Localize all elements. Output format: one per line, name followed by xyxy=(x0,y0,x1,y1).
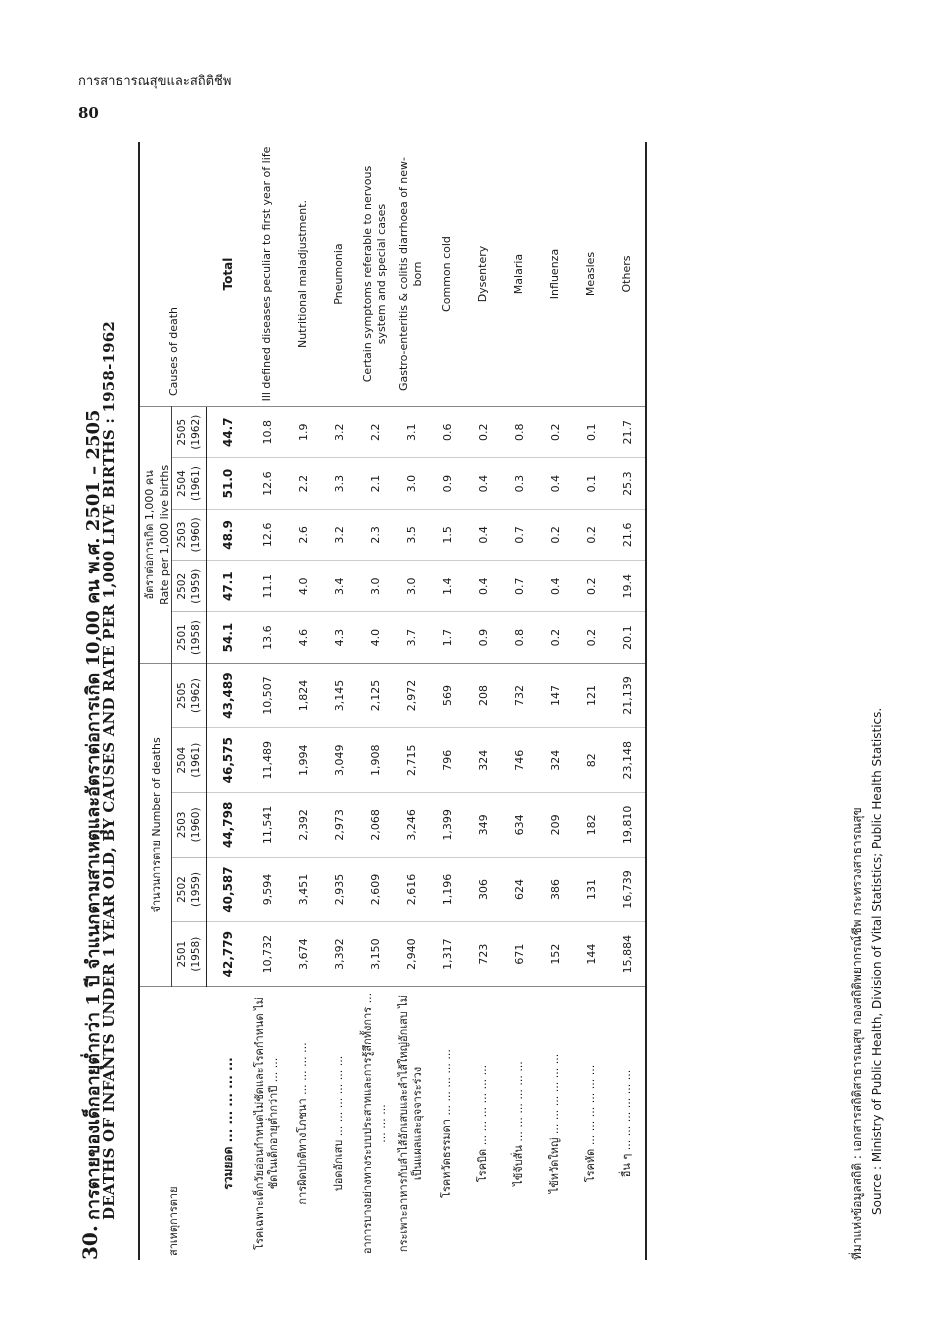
rate-cell: 0.2 xyxy=(573,612,609,663)
year-ce: (1959) xyxy=(190,568,202,604)
year-be: 2502 xyxy=(176,876,188,903)
cause-thai: รวมยอด ... ... ... ... ... xyxy=(220,1057,235,1190)
table-row xyxy=(429,142,465,1260)
rate-cell: 51.0 xyxy=(207,458,250,509)
source-thai: ที่มาแห่งข้อมูลสถิติ : เอกสารสถิติสาธารณสุข กองสถิติพยากรณ์ชีพ กระทรวงสาธารณสุข xyxy=(850,807,864,1260)
header-rate-thai: อัตราต่อการเกิด 1,000 คน xyxy=(143,470,156,600)
cause-english: Total xyxy=(207,142,250,407)
deaths-cell: 569 xyxy=(429,663,465,728)
deaths-cell: 306 xyxy=(465,857,501,922)
rate-cell: 0.9 xyxy=(429,458,465,509)
rate-year-0 xyxy=(172,612,207,663)
table-row xyxy=(573,142,609,1260)
deaths-cell: 796 xyxy=(429,728,465,793)
deaths-cell: 349 xyxy=(465,793,501,858)
rate-cell: 12.6 xyxy=(249,458,285,509)
source-english: Source : Ministry of Public Health, Division of Vital Statistics; Public Health Statistics. xyxy=(870,707,884,1215)
year-ce: (1958) xyxy=(190,620,202,656)
year-be: 2501 xyxy=(176,624,188,651)
rate-cell: 0.2 xyxy=(573,509,609,560)
deaths-cell: 3,246 xyxy=(393,793,429,858)
year-be: 2501 xyxy=(176,940,188,968)
deaths-cell: 11,541 xyxy=(249,793,285,858)
deaths-year-4 xyxy=(172,663,207,728)
page-number: 80 xyxy=(78,104,99,122)
cause-thai: ไข้จับสั่น ... ... ... ... ... ... xyxy=(512,1061,525,1186)
rate-cell: 12.6 xyxy=(249,509,285,560)
rate-cell: 0.8 xyxy=(501,612,537,663)
rate-cell: 3.5 xyxy=(393,509,429,560)
rate-cell: 0.4 xyxy=(465,509,501,560)
year-ce: (1962) xyxy=(190,414,202,450)
rate-cell: 1.5 xyxy=(429,509,465,560)
rate-cell: 20.1 xyxy=(609,612,646,663)
cause-english: Measles xyxy=(573,142,609,407)
deaths-cell: 2,392 xyxy=(285,793,321,858)
deaths-cell: 3,150 xyxy=(357,922,393,987)
cause-english: Common cold xyxy=(429,142,465,407)
deaths-cell: 324 xyxy=(465,728,501,793)
deaths-cell: 1,317 xyxy=(429,922,465,987)
year-ce: (1961) xyxy=(190,742,202,778)
deaths-year-0 xyxy=(172,922,207,987)
deaths-cell: 16,739 xyxy=(609,857,646,922)
deaths-cell: 40,587 xyxy=(207,857,250,922)
table-row xyxy=(321,142,357,1260)
rate-year-4 xyxy=(172,407,207,458)
rate-cell: 0.4 xyxy=(537,561,573,612)
deaths-cell: 10,732 xyxy=(249,922,285,987)
deaths-cell: 2,935 xyxy=(321,857,357,922)
deaths-cell: 2,125 xyxy=(357,663,393,728)
deaths-year-1 xyxy=(172,857,207,922)
rate-cell: 3.0 xyxy=(393,561,429,612)
running-header: การสาธารณสุขและสถิติชีพ xyxy=(78,74,232,89)
header-rate xyxy=(139,407,172,664)
deaths-cell: 2,973 xyxy=(321,793,357,858)
deaths-cell: 2,940 xyxy=(393,922,429,987)
rate-cell: 3.3 xyxy=(321,458,357,509)
deaths-cell: 152 xyxy=(537,922,573,987)
rate-cell: 3.1 xyxy=(393,407,429,458)
rate-cell: 10.8 xyxy=(249,407,285,458)
cause-thai: โรคหัด ... ... ... ... ... ... xyxy=(584,1064,597,1183)
rate-cell: 0.7 xyxy=(501,561,537,612)
rate-cell: 47.1 xyxy=(207,561,250,612)
deaths-cell: 1,908 xyxy=(357,728,393,793)
deaths-cell: 3,049 xyxy=(321,728,357,793)
rate-cell: 0.1 xyxy=(573,407,609,458)
rate-cell: 1.7 xyxy=(429,612,465,663)
rate-cell: 0.1 xyxy=(573,458,609,509)
rate-cell: 0.7 xyxy=(501,509,537,560)
year-ce: (1960) xyxy=(190,807,202,843)
rate-cell: 0.3 xyxy=(501,458,537,509)
year-ce: (1960) xyxy=(190,517,202,553)
deaths-cell: 1,196 xyxy=(429,857,465,922)
cause-thai: การผิดปกติทางโภชนา ... ... ... ... xyxy=(296,1042,309,1205)
rate-cell: 1.4 xyxy=(429,561,465,612)
table-title-english: DEATHS OF INFANTS UNDER 1 YEAR OLD, BY CAUSES AND RATE PER 1,000 LIVE BIRTHS : 1958-1962 xyxy=(100,320,118,1220)
rate-cell: 19.4 xyxy=(609,561,646,612)
cause-thai: โรคบิด ... ... ... ... ... ... xyxy=(476,1064,489,1183)
rate-cell: 3.7 xyxy=(393,612,429,663)
rate-year-1 xyxy=(172,561,207,612)
deaths-cell: 1,994 xyxy=(285,728,321,793)
rate-cell: 21.6 xyxy=(609,509,646,560)
rate-cell: 0.2 xyxy=(573,561,609,612)
year-be: 2505 xyxy=(176,682,188,709)
year-ce: (1959) xyxy=(190,872,202,907)
table-body xyxy=(207,142,647,1260)
cause-english: Others xyxy=(609,142,646,407)
rate-cell: 21.7 xyxy=(609,407,646,458)
deaths-cell: 182 xyxy=(573,793,609,858)
deaths-cell: 43,489 xyxy=(207,663,250,728)
year-be: 2503 xyxy=(176,811,188,839)
cause-english: Malaria xyxy=(501,142,537,407)
deaths-cell: 746 xyxy=(501,728,537,793)
deaths-cell: 19,810 xyxy=(609,793,646,858)
deaths-cell: 131 xyxy=(573,857,609,922)
deaths-cell: 44,798 xyxy=(207,793,250,858)
deaths-cell: 2,715 xyxy=(393,728,429,793)
deaths-cell: 144 xyxy=(573,922,609,987)
table-row xyxy=(465,142,501,1260)
cause-thai: อาการบางอย่างทางระบบประสาทและการรู้สึกทั้งการ ... ... ... ... xyxy=(361,992,388,1255)
deaths-cell: 634 xyxy=(501,793,537,858)
deaths-cell: 732 xyxy=(501,663,537,728)
rate-cell: 3.2 xyxy=(321,509,357,560)
rate-cell: 44.7 xyxy=(207,407,250,458)
rate-year-3 xyxy=(172,458,207,509)
deaths-cell: 10,507 xyxy=(249,663,285,728)
year-be: 2502 xyxy=(176,572,188,600)
year-be: 2504 xyxy=(176,470,188,497)
deaths-cell: 3,145 xyxy=(321,663,357,728)
table-row xyxy=(207,142,250,1260)
cause-thai: โรคเฉพาะเด็กวัยอ่อนกำหนดไม่ชัดและโรคกำหนด ไม่ชัดในเด็กอายุต่ำกว่าปี ... ... xyxy=(253,997,280,1250)
rate-cell: 11.1 xyxy=(249,561,285,612)
deaths-cell: 2,609 xyxy=(357,857,393,922)
header-number-of-deaths: จำนวนการตาย Number of deaths xyxy=(139,663,172,986)
table-number: 30. xyxy=(78,1225,102,1260)
header-rate-english: Rate per 1,000 live births xyxy=(158,464,171,605)
rate-cell: 2.3 xyxy=(357,509,393,560)
table-row xyxy=(609,142,646,1260)
rate-cell: 3.0 xyxy=(357,561,393,612)
rate-cell: 4.6 xyxy=(285,612,321,663)
table-row xyxy=(249,142,285,1260)
rate-cell: 4.0 xyxy=(357,612,393,663)
rate-cell: 0.8 xyxy=(501,407,537,458)
deaths-cell: 15,884 xyxy=(609,922,646,987)
deaths-cell: 147 xyxy=(537,663,573,728)
rate-cell: 2.2 xyxy=(285,458,321,509)
deaths-cell: 3,451 xyxy=(285,857,321,922)
deaths-cell: 386 xyxy=(537,857,573,922)
year-ce: (1961) xyxy=(190,466,202,502)
cause-thai: โรคหวัดธรรมดา ... ... ... ... ... xyxy=(440,1049,453,1198)
deaths-cell: 21,139 xyxy=(609,663,646,728)
rate-cell: 54.1 xyxy=(207,612,250,663)
rate-cell: 0.9 xyxy=(465,612,501,663)
cause-thai: กระเพาะอาหารกับลำไส้อักเสบและลำไส้ใหญ่อักเสบ ไม่เป็นแผลและอุจจาระร่วง xyxy=(397,994,424,1253)
rate-cell: 3.2 xyxy=(321,407,357,458)
rate-cell: 0.2 xyxy=(537,612,573,663)
deaths-cell: 2,068 xyxy=(357,793,393,858)
table-row xyxy=(285,142,321,1260)
rate-cell: 0.4 xyxy=(465,561,501,612)
cause-thai: ไข้หวัดใหญ่ ... ... ... ... ... ... xyxy=(548,1053,561,1194)
rate-cell: 0.4 xyxy=(537,458,573,509)
header-cause-english: Causes of death xyxy=(139,142,207,407)
rate-cell: 2.1 xyxy=(357,458,393,509)
rate-cell: 3.4 xyxy=(321,561,357,612)
deaths-cell: 1,399 xyxy=(429,793,465,858)
deaths-cell: 2,972 xyxy=(393,663,429,728)
rate-cell: 3.0 xyxy=(393,458,429,509)
deaths-cell: 11,489 xyxy=(249,728,285,793)
cause-english: Influenza xyxy=(537,142,573,407)
rate-cell: 0.2 xyxy=(537,407,573,458)
deaths-cell: 3,674 xyxy=(285,922,321,987)
rate-cell: 0.2 xyxy=(537,509,573,560)
table-row xyxy=(501,142,537,1260)
rate-cell: 0.2 xyxy=(465,407,501,458)
deaths-cell: 208 xyxy=(465,663,501,728)
cause-english: Certain symptoms referable to nervous system and special cases xyxy=(357,142,393,407)
cause-english: Gastro-enteritis & colitis diarrhoea of new-born xyxy=(393,142,429,407)
deaths-cell: 42,779 xyxy=(207,922,250,987)
rate-cell: 13.6 xyxy=(249,612,285,663)
table-title-thai: การตายของเด็กอายุต่ำกว่า 1 ปี จำแนกตามสาเหตุและอัตราต่อการเกิด 10,00 คน พ.ศ. 2501 – 2505 xyxy=(83,409,104,1220)
rate-cell: 4.3 xyxy=(321,612,357,663)
table-row xyxy=(357,142,393,1260)
deaths-cell: 9,594 xyxy=(249,857,285,922)
deaths-cell: 624 xyxy=(501,857,537,922)
rate-cell: 48.9 xyxy=(207,509,250,560)
deaths-cell: 23,148 xyxy=(609,728,646,793)
header-cause-thai: สาเหตุการตาย xyxy=(139,987,207,1261)
rate-cell: 2.6 xyxy=(285,509,321,560)
deaths-cell: 723 xyxy=(465,922,501,987)
cause-english: Ill defined diseases peculiar to first year of life xyxy=(249,142,285,407)
deaths-cell: 2,616 xyxy=(393,857,429,922)
rotated-table-page xyxy=(78,140,898,1260)
deaths-cell: 82 xyxy=(573,728,609,793)
deaths-cell: 46,575 xyxy=(207,728,250,793)
year-be: 2504 xyxy=(176,746,188,774)
deaths-cell: 3,392 xyxy=(321,922,357,987)
year-ce: (1958) xyxy=(190,936,202,972)
deaths-cell: 121 xyxy=(573,663,609,728)
rate-cell: 2.2 xyxy=(357,407,393,458)
rate-cell: 25.3 xyxy=(609,458,646,509)
rate-cell: 4.0 xyxy=(285,561,321,612)
year-ce: (1962) xyxy=(190,678,202,714)
deaths-year-2 xyxy=(172,793,207,858)
cause-english: Pneumonia xyxy=(321,142,357,407)
table-row xyxy=(393,142,429,1260)
deaths-cell: 324 xyxy=(537,728,573,793)
cause-thai: อื่น ๆ ... ... ... ... ... ... xyxy=(609,987,646,1261)
cause-thai: ปอดอักเสบ ... ... ... ... ... ... xyxy=(332,1055,345,1192)
rate-cell: 0.6 xyxy=(429,407,465,458)
rate-year-2 xyxy=(172,509,207,560)
rate-cell: 0.4 xyxy=(465,458,501,509)
infant-deaths-table xyxy=(138,142,647,1260)
rate-cell: 1.9 xyxy=(285,407,321,458)
deaths-year-3 xyxy=(172,728,207,793)
table-row xyxy=(537,142,573,1260)
year-be: 2503 xyxy=(176,521,188,549)
deaths-cell: 209 xyxy=(537,793,573,858)
deaths-cell: 1,824 xyxy=(285,663,321,728)
cause-english: Nutritional maladjustment. xyxy=(285,142,321,407)
deaths-cell: 671 xyxy=(501,922,537,987)
year-be: 2505 xyxy=(176,418,188,446)
cause-english: Dysentery xyxy=(465,142,501,407)
